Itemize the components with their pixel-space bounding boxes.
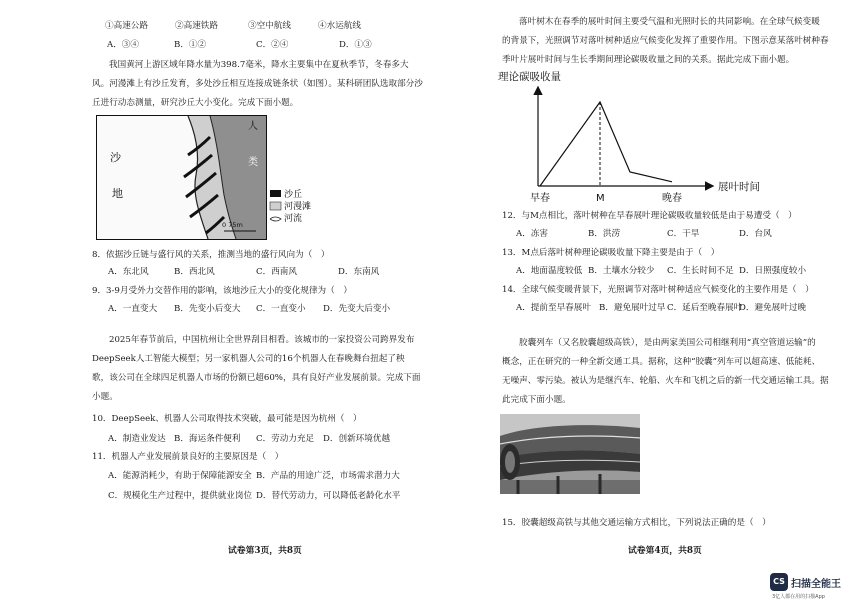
q8-stem: 8．依据沙丘链与盛行风的关系，推测当地的盛行风向为（ ） bbox=[92, 250, 330, 260]
legend-dune: 沙丘 bbox=[284, 190, 303, 200]
q8-option-a: A．东北风 bbox=[108, 267, 149, 277]
q13-option-d: D．日照强度较小 bbox=[739, 266, 807, 276]
q11-option-b: B．产品的用途广泛，市场需求潜力大 bbox=[256, 471, 400, 481]
map-label-gov2: 类 bbox=[248, 157, 258, 168]
q13-option-b: B．土壤水分较少 bbox=[588, 266, 655, 276]
hangzhou-passage bbox=[92, 331, 420, 407]
q11-option-a: A．能源消耗少，有助于保障能源安全 bbox=[108, 471, 252, 481]
passage-line: 胶囊列车（又名胶囊超级高铁），是由两家美国公司相继利用“真空管道运输”的 bbox=[519, 338, 816, 348]
camscanner-brand: 扫描全能王 bbox=[791, 579, 841, 590]
q14-option-c: C．延后至晚春展叶 bbox=[667, 303, 743, 313]
legend-dune-swatch bbox=[270, 190, 281, 197]
q7-answer-a: A．③④ bbox=[107, 40, 139, 50]
q10-option-c: C．劳动力充足 bbox=[256, 434, 315, 444]
q7-option-3: ③空中航线 bbox=[248, 21, 291, 31]
right-page-footer: 试卷第4页，共8页 bbox=[628, 546, 702, 556]
q9-option-b: B．先变小后变大 bbox=[174, 304, 241, 314]
camscanner-logo-icon bbox=[770, 573, 788, 591]
passage-line: 丘进行动态测量，研究沙丘大小变化。完成下面小题。 bbox=[92, 98, 299, 108]
carbon-chart bbox=[494, 68, 794, 206]
dune-map bbox=[96, 115, 352, 240]
legend-river: 河流 bbox=[284, 214, 303, 224]
q10-option-d: D．创新环境优越 bbox=[323, 434, 391, 444]
chart-marks bbox=[530, 102, 682, 204]
q11-stem: 11．机器人产业发展前景良好的主要原因是（ ） bbox=[92, 452, 284, 462]
q11-option-d: D．替代劳动力，可以降低老龄化水平 bbox=[256, 491, 401, 501]
q7-option-1: ①高速公路 bbox=[105, 21, 148, 31]
q12-option-d: D．台风 bbox=[739, 229, 772, 239]
passage-line: 无噪声、零污染。被认为是继汽车、轮船、火车和飞机之后的新一代交通运输工具。据 bbox=[502, 376, 829, 386]
q11-option-c: C．规模化生产过程中，提供就业岗位 bbox=[108, 491, 253, 501]
map-label-sand: 沙 bbox=[110, 151, 121, 164]
passage-line: 的背景下，光照调节对落叶树种适应气候变化发挥了重要作用。下图示意某落叶树种春 bbox=[502, 36, 829, 46]
q14-option-d: D．避免展叶过晚 bbox=[739, 303, 807, 313]
q7-option-2: ②高速铁路 bbox=[175, 21, 218, 31]
q8-option-d: D．东南风 bbox=[338, 267, 380, 277]
passage-line: 风。河漫滩上有沙丘发育，多处沙丘相互连接成链条状（如图）。某科研团队选取部分沙 bbox=[92, 79, 423, 89]
capsule-train-passage bbox=[502, 334, 829, 410]
map-scale: 0 75m bbox=[222, 221, 243, 229]
q10-option-b: B．海运条件便利 bbox=[174, 434, 241, 444]
carbon-chart-figure bbox=[494, 68, 794, 206]
q9-option-a: A．一直变大 bbox=[108, 304, 158, 314]
passage-line: 我国黄河上游区域年降水量为398.7毫米，降水主要集中在夏秋季节，冬春多大 bbox=[109, 60, 409, 70]
passage-line: 小题。 bbox=[92, 392, 118, 402]
q9-stem: 9．3-9月受外力交替作用的影响，该地沙丘大小的变化规律为（ ） bbox=[92, 286, 352, 296]
legend-river-swatch bbox=[270, 217, 281, 221]
passage-line: 歌，该公司在全球四足机器人市场的份额已超60%，具有良好产业发展前景。完成下面 bbox=[92, 373, 421, 383]
capsule-train-photo bbox=[500, 414, 640, 494]
dune-map-figure bbox=[96, 115, 352, 240]
q7-option-4: ④水运航线 bbox=[318, 21, 361, 31]
q12-option-b: B．洪涝 bbox=[588, 229, 621, 239]
passage-line: DeepSeek人工智能大模型；另一家机器人公司的16个机器人在春晚舞台扭起了秧 bbox=[92, 354, 405, 364]
q14-option-b: B．避免展叶过早 bbox=[599, 303, 666, 313]
q14-option-a: A．提前至早春展叶 bbox=[516, 303, 591, 313]
carbon-uptake-line bbox=[540, 102, 672, 186]
q12-stem: 12．与M点相比，落叶树种在早春展叶理论碳吸收量较低是由于易遭受（ ） bbox=[502, 211, 797, 221]
capsule-train-image bbox=[500, 414, 640, 494]
legend-floodplain-swatch bbox=[270, 202, 281, 210]
leaf-passage bbox=[502, 13, 829, 70]
q8-option-c: C．西南风 bbox=[256, 267, 297, 277]
q12-option-a: A．冻害 bbox=[516, 229, 548, 239]
passage-line: 此完成下面小题。 bbox=[502, 395, 571, 405]
passage-line: 2025年春节前后，中国杭州让全世界刮目相看。该城市的一家投资公司跨界发布 bbox=[109, 335, 415, 345]
map-label-land: 地 bbox=[112, 187, 123, 200]
x-tick-label: 晚春 bbox=[662, 193, 682, 204]
passage-line: 概念，正在研究的一种全新交通工具。据称，这种“胶囊”列车可以超高速、低能耗、 bbox=[502, 357, 821, 367]
q7-answer-d: D．①③ bbox=[339, 40, 372, 50]
camscanner-sub: 3亿人都在用的扫描App bbox=[772, 594, 825, 600]
q8-option-b: B．西北风 bbox=[174, 267, 215, 277]
q13-stem: 13．M点后落叶树种理论碳吸收量下降主要是由于（ ） bbox=[502, 248, 720, 258]
x-tick-label: M bbox=[596, 193, 605, 204]
chart-ylabel: 理论碳吸收量 bbox=[498, 71, 561, 83]
q7-answer-c: C．②④ bbox=[256, 40, 289, 50]
q10-option-a: A．制造业发达 bbox=[108, 434, 166, 444]
camscanner-watermark bbox=[770, 573, 856, 603]
q7-answer-b: B．①② bbox=[174, 40, 207, 50]
left-page-footer: 试卷第3页，共8页 bbox=[228, 546, 302, 556]
q12-option-c: C．干旱 bbox=[667, 229, 700, 239]
x-tick-label: 早春 bbox=[530, 193, 550, 204]
camscanner-badge: CS bbox=[773, 577, 785, 586]
legend-floodplain: 河漫滩 bbox=[284, 202, 312, 212]
q9-option-d: D．先变大后变小 bbox=[323, 304, 391, 314]
yellow-river-passage bbox=[92, 56, 423, 113]
passage-line: 落叶树木在春季的展叶时间主要受气温和光照时长的共同影响。在全球气候变暖 bbox=[519, 17, 820, 27]
q9-option-c: C．一直变小 bbox=[256, 304, 306, 314]
q15-stem: 15．胶囊超级高铁与其他交通运输方式相比，下列说法正确的是（ ） bbox=[502, 518, 771, 528]
q10-stem: 10．DeepSeek、机器人公司取得技术突破，最可能是因为杭州（ ） bbox=[92, 414, 362, 424]
chart-xlabel: 展叶时间 bbox=[718, 181, 760, 193]
q13-option-a: A．地面温度较低 bbox=[516, 266, 583, 276]
passage-line: 季叶片展叶时间与生长季期间理论碳吸收量之间的关系。据此完成下面小题。 bbox=[502, 55, 795, 65]
q13-option-c: C．生长时间不足 bbox=[667, 266, 734, 276]
q14-stem: 14．全球气候变暖背景下，光照调节对落叶树种适应气候变化的主要作用是（ ） bbox=[502, 285, 814, 295]
map-label-gov1: 人 bbox=[248, 121, 258, 132]
